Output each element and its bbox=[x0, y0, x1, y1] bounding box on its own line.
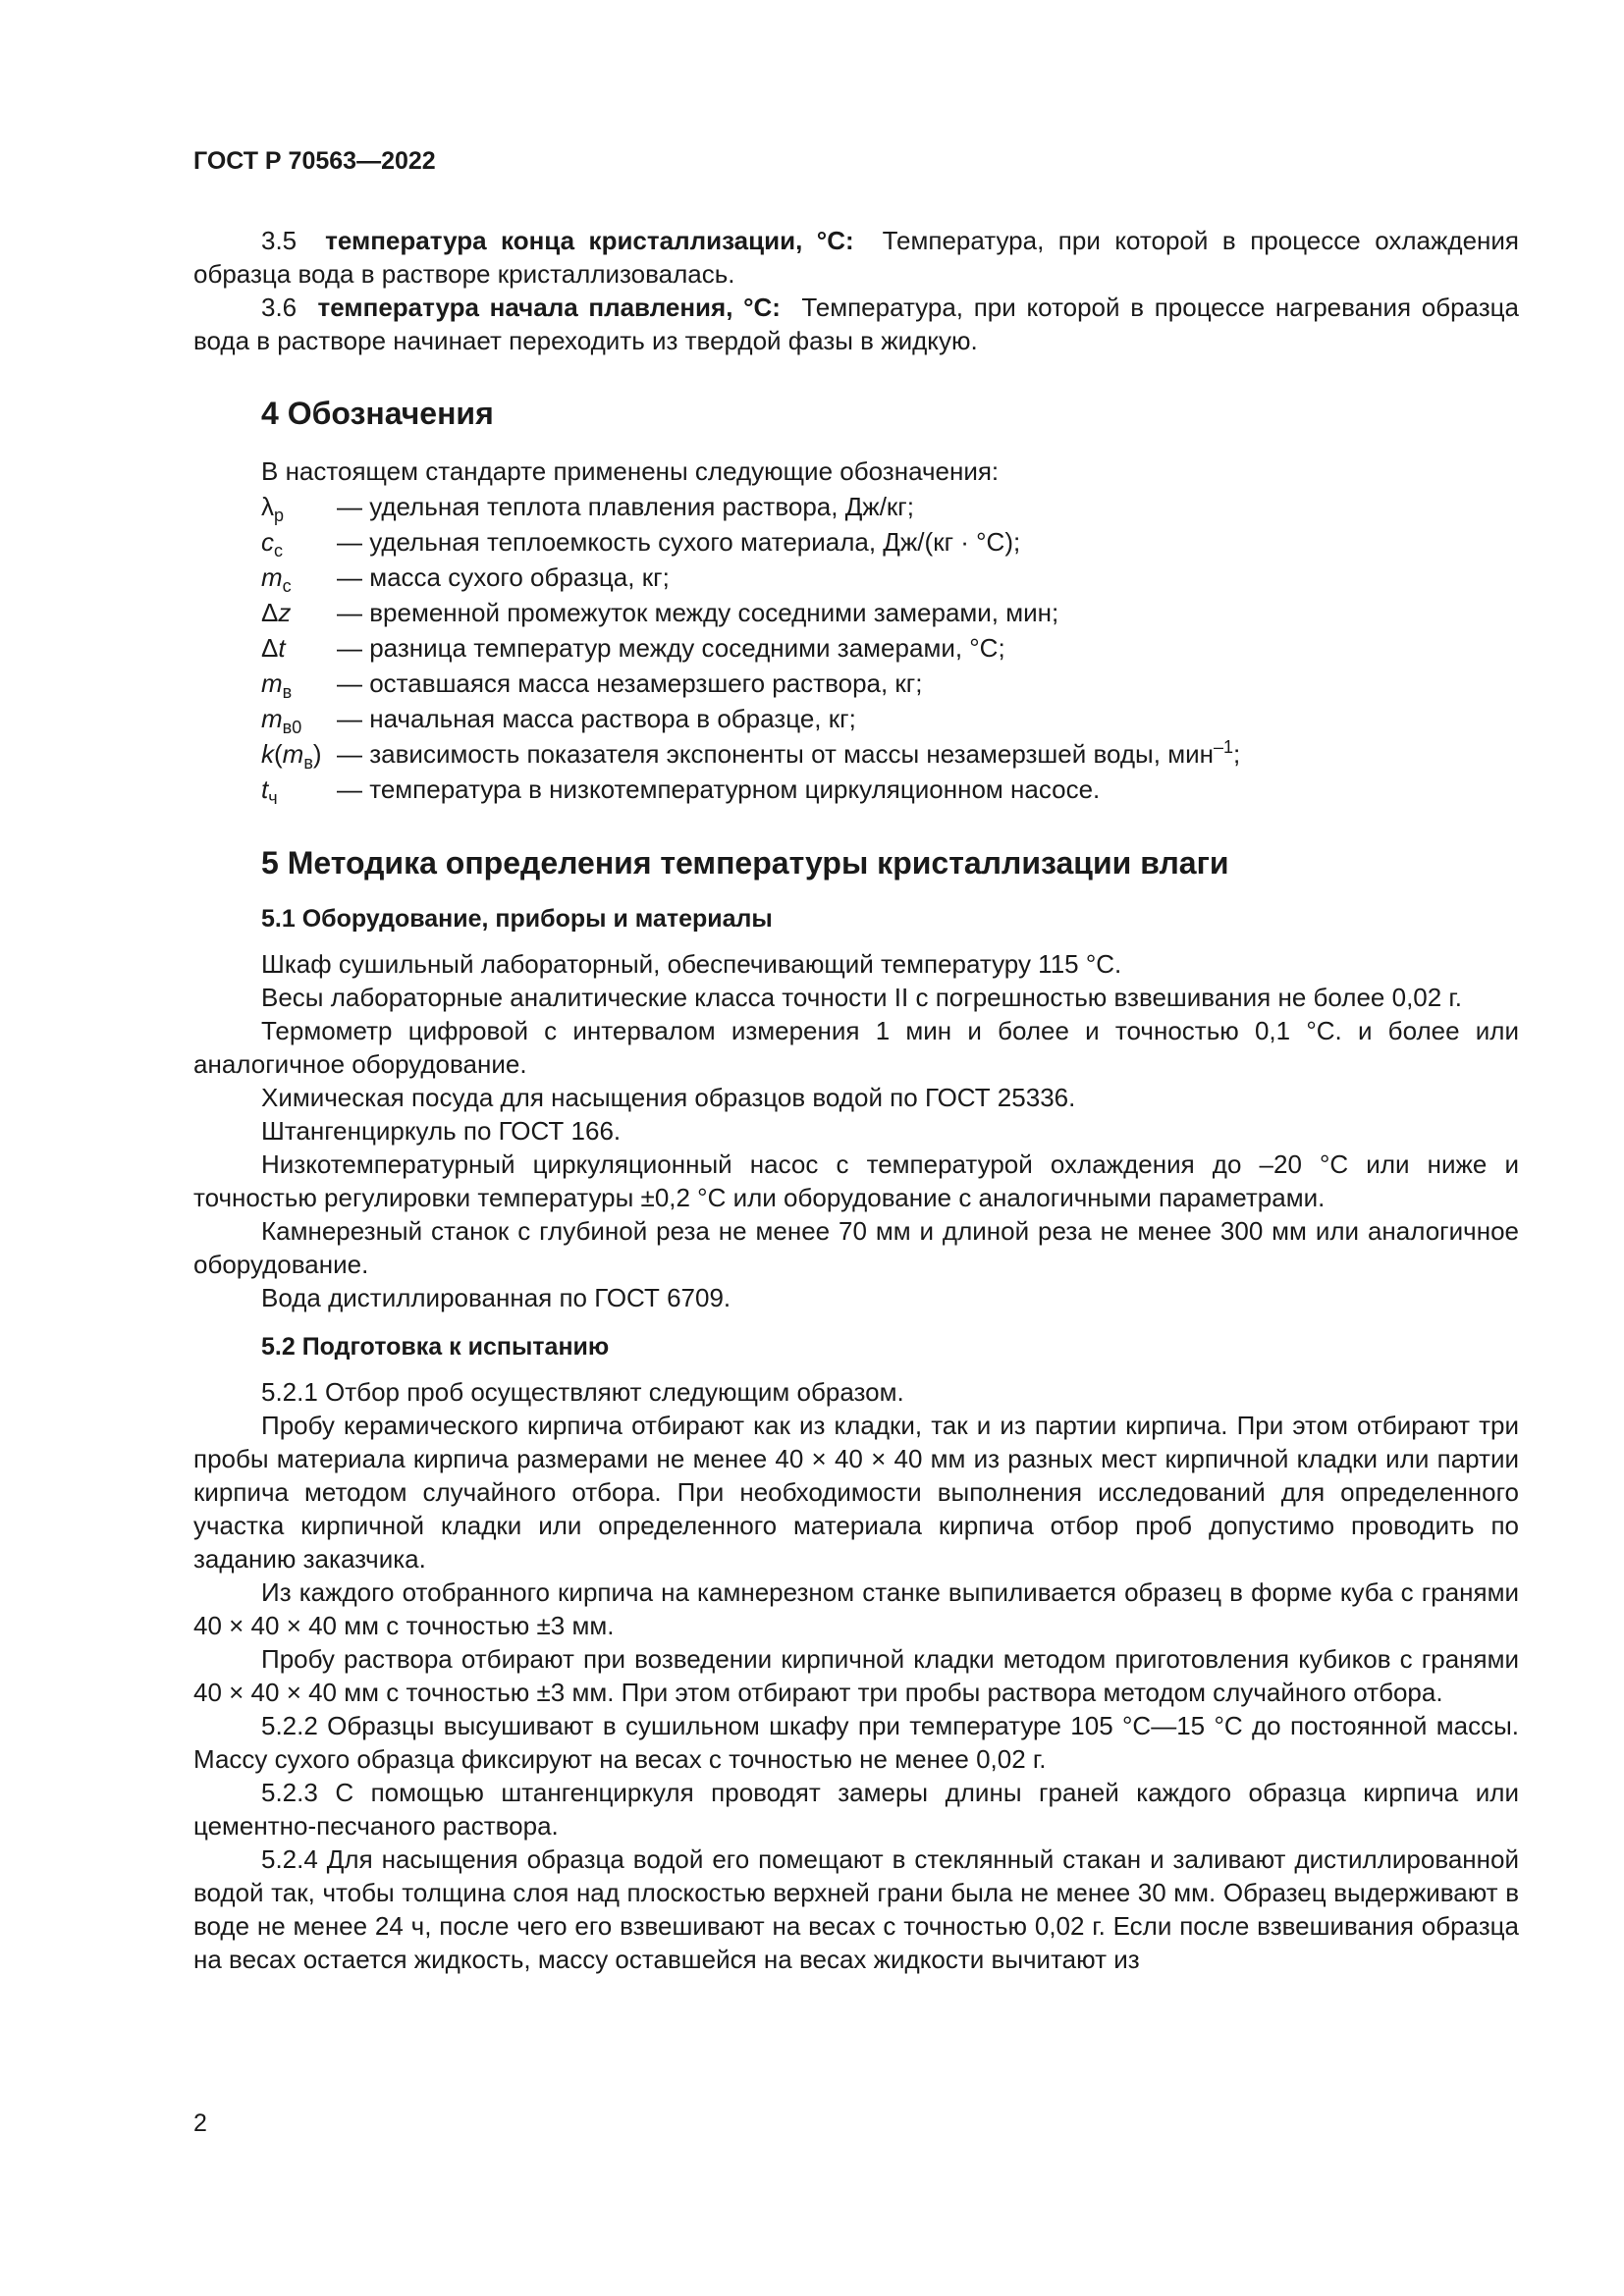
symbol-row bbox=[193, 773, 1519, 808]
symbol: $m_с$ bbox=[261, 562, 292, 596]
symbol-row bbox=[193, 596, 1519, 631]
symbol-description: — зависимость показателя экспоненты от массы незамерзшей воды, мин$^{-1}$; bbox=[337, 737, 1241, 769]
symbol-description: — температура в низкотемпературном циркуляционном насосе. bbox=[337, 774, 1101, 804]
symbol: $m_{в0}$ bbox=[261, 704, 302, 737]
symbol-row bbox=[193, 702, 1519, 737]
symbol: Δt bbox=[261, 633, 286, 663]
symbol-row bbox=[193, 737, 1519, 773]
symbol: Δz bbox=[261, 598, 292, 627]
paragraph: Вода дистиллированная по ГОСТ 6709. bbox=[261, 1283, 731, 1312]
paragraph: Пробу керамического кирпича отбирают как из кладки, так и из партии кирпича. При этом отбирают три пробы материала кирпича размерами не менее 40 × 40 × 40 мм из разных мест кирпичной кладки или партии кирпича методом случайного отбора. При необходимости выполнения исследований для определенного участка кирпичной кладки или определенного материала кирпича отбор проб допустимо проводить по заданию заказчика. bbox=[193, 1411, 1519, 1574]
paragraph-3-6 bbox=[193, 291, 1519, 357]
symbol-row bbox=[193, 667, 1519, 702]
definition: Температура, при которой в процессе нагревания образца вода в растворе начинает переходить из твердой фазы в жидкую. bbox=[193, 293, 1519, 355]
paragraph: Пробу раствора отбирают при возведении кирпичной кладки методом приготовления кубиков с гранями 40 × 40 × 40 мм с точностью ±3 мм. При этом отбирают три пробы раствора методом случайного отбора. bbox=[193, 1644, 1519, 1707]
section-5-title: 5 Методика определения температуры кристаллизации влаги bbox=[261, 845, 1229, 881]
paragraph: Камнерезный станок с глубиной реза не менее 70 мм и длиной реза не менее 300 мм или аналогичное оборудование. bbox=[193, 1216, 1519, 1279]
symbol: $\lambda_р$ bbox=[261, 492, 285, 525]
symbol-description: — удельная теплоемкость сухого материала, Дж/(кг · °С); bbox=[337, 527, 1021, 557]
symbol-row bbox=[193, 631, 1519, 667]
symbol: $t_ч$ bbox=[261, 774, 278, 808]
definition: Температура, при которой в процессе охлаждения образца вода в растворе кристаллизовалась. bbox=[193, 226, 1519, 289]
paragraph: Шкаф сушильный лабораторный, обеспечивающий температуру 115 °С. bbox=[261, 949, 1122, 979]
document-header-id: ГОСТ Р 70563—2022 bbox=[193, 147, 436, 175]
paragraph: Низкотемпературный циркуляционный насос с температурой охлаждения до –20 °С или ниже и точностью регулировки температуры ±0,2 °С или оборудование с аналогичными параметрами. bbox=[193, 1149, 1519, 1212]
symbol: $m_в$ bbox=[261, 668, 293, 702]
term: температура конца кристаллизации, °С: bbox=[325, 226, 854, 255]
paragraph: 5.2.4 Для насыщения образца водой его помещают в стеклянный стакан и заливают дистиллированной водой так, чтобы толщина слоя над плоскостью верхней грани была не менее 30 мм. Образец выдерживают в воде не менее 24 ч, после чего его взвешивают на весах с точностью 0,02 г. Если после взвешивания образца на весах остается жидкость, массу оставшейся на весах жидкости вычитают из bbox=[193, 1844, 1519, 1974]
symbol-description: — разница температур между соседними замерами, °С; bbox=[337, 633, 1005, 663]
section-4-title: 4 Обозначения bbox=[261, 396, 494, 431]
subsection-5-1-title: 5.1 Оборудование, приборы и материалы bbox=[261, 905, 773, 933]
document-body bbox=[193, 224, 1519, 1976]
symbol-row bbox=[193, 490, 1519, 525]
paragraph-3-5 bbox=[193, 224, 1519, 291]
symbol: $k(m_в)$ bbox=[261, 739, 322, 773]
page-number: 2 bbox=[193, 2109, 207, 2137]
symbol-description: — удельная теплота плавления раствора, Дж/кг; bbox=[337, 492, 914, 521]
subsection-5-2-title: 5.2 Подготовка к испытанию bbox=[261, 1333, 610, 1361]
symbol-row bbox=[193, 561, 1519, 596]
paragraph: Из каждого отобранного кирпича на камнерезном станке выпиливается образец в форме куба с гранями 40 × 40 × 40 мм с точностью ±3 мм. bbox=[193, 1577, 1519, 1640]
paragraph: 5.2.3 С помощью штангенциркуля проводят замеры длины граней каждого образца кирпича или цементно-песчаного раствора. bbox=[193, 1778, 1519, 1841]
symbol-description: — оставшаяся масса незамерзшего раствора, кг; bbox=[337, 668, 923, 698]
symbol-row bbox=[193, 525, 1519, 561]
paragraph-number: 3.6 bbox=[261, 293, 298, 322]
symbol-description: — временной промежуток между соседними замерами, мин; bbox=[337, 598, 1059, 627]
paragraph: Термометр цифровой с интервалом измерения 1 мин и более и точностью 0,1 °С. и более или аналогичное оборудование. bbox=[193, 1016, 1519, 1079]
symbol-description: — масса сухого образца, кг; bbox=[337, 562, 670, 592]
term: температура начала плавления, °С: bbox=[317, 293, 781, 322]
paragraph: 5.2.1 Отбор проб осуществляют следующим образом. bbox=[261, 1377, 904, 1407]
section-4-intro: В настоящем стандарте применены следующие обозначения: bbox=[261, 456, 1000, 486]
symbol-description: — начальная масса раствора в образце, кг; bbox=[337, 704, 856, 733]
paragraph: Химическая посуда для насыщения образцов водой по ГОСТ 25336. bbox=[261, 1083, 1076, 1112]
paragraph: Весы лабораторные аналитические класса точности II с погрешностью взвешивания не более 0,02 г. bbox=[261, 983, 1462, 1012]
paragraph: Штангенциркуль по ГОСТ 166. bbox=[261, 1116, 622, 1146]
paragraph-number: 3.5 bbox=[261, 226, 298, 255]
paragraph: 5.2.2 Образцы высушивают в сушильном шкафу при температуре 105 °С—15 °С до постоянной массы. Массу сухого образца фиксируют на весах с точностью не менее 0,02 г. bbox=[193, 1711, 1519, 1774]
symbol: $c_с$ bbox=[261, 527, 283, 561]
